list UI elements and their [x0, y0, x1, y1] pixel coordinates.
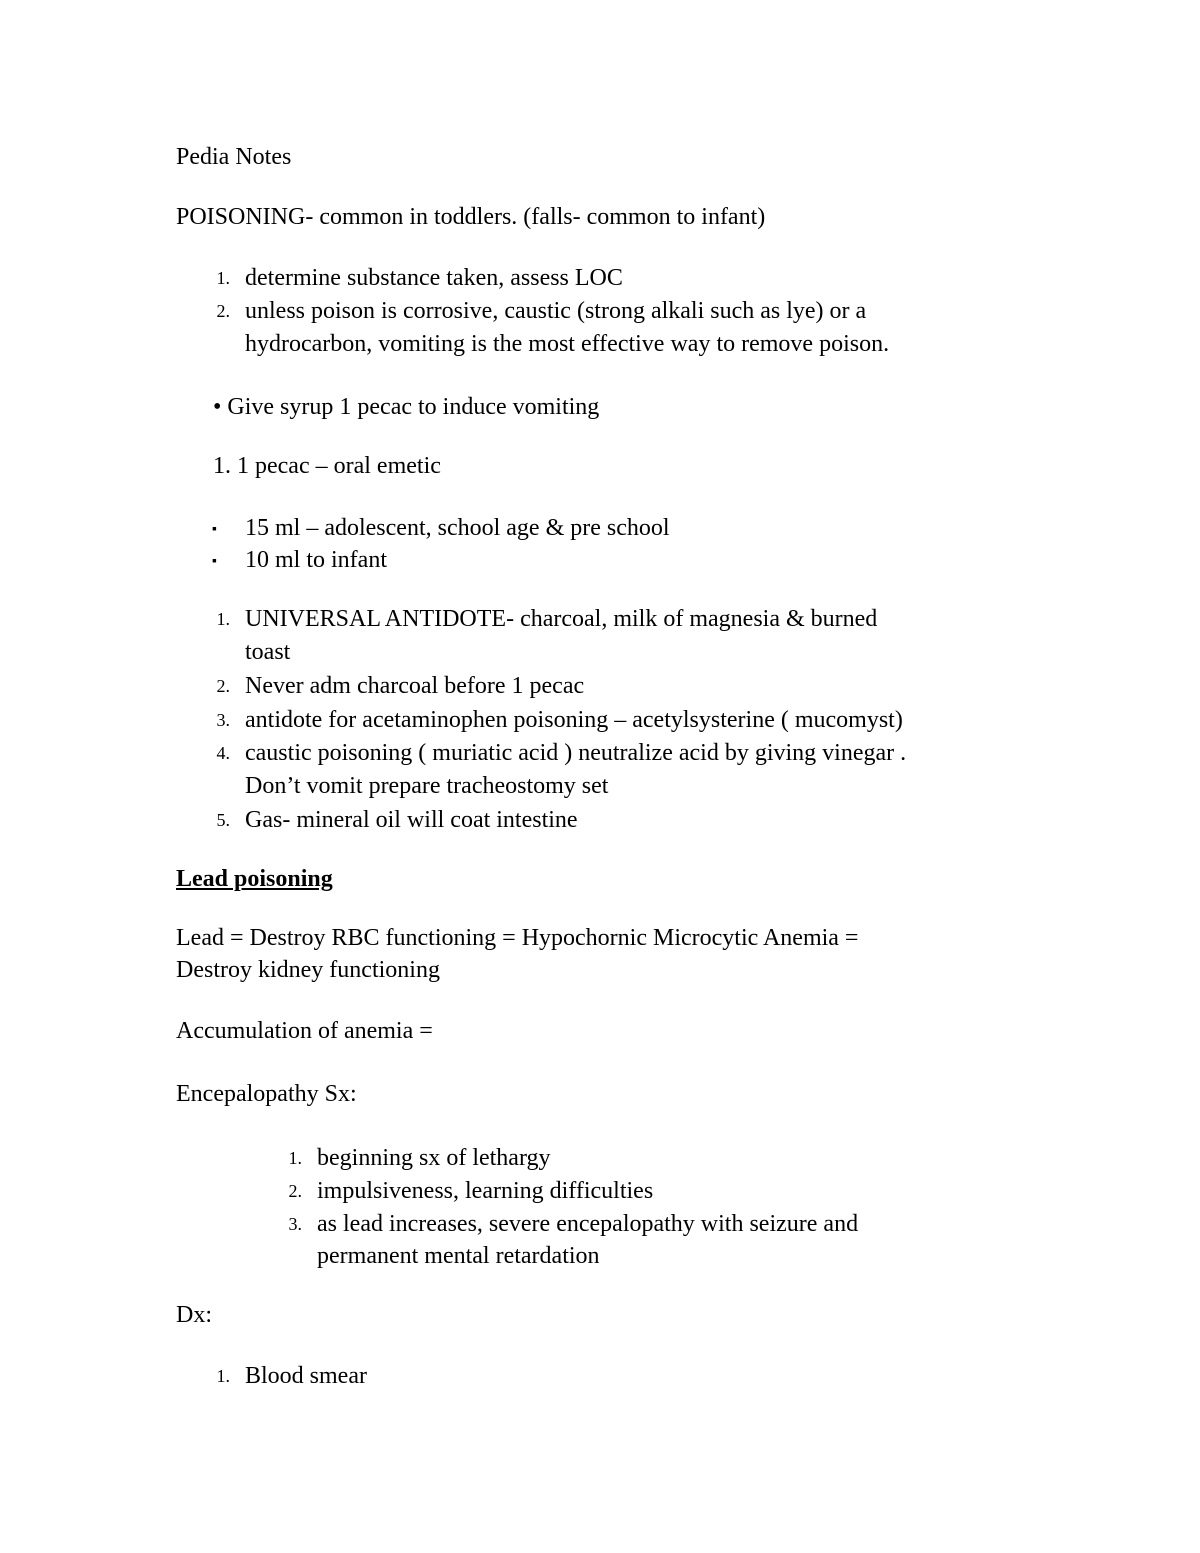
list-item: as lead increases, severe encepalopathy with seizure and — [317, 1211, 859, 1237]
list-item: 15 ml – adolescent, school age & pre school — [245, 515, 670, 541]
list-item: caustic poisoning ( muriatic acid ) neutralize acid by giving vinegar . — [245, 740, 907, 766]
square-bullet-icon: ▪ — [212, 554, 217, 569]
list-item: beginning sx of lethargy — [317, 1145, 551, 1171]
list-number: 1. — [216, 268, 230, 288]
accumulation-line: Accumulation of anemia = — [176, 1018, 433, 1044]
list-number: 1. — [216, 609, 230, 629]
encepalopathy-heading: Encepalopathy Sx: — [176, 1081, 357, 1107]
list-item-continuation: permanent mental retardation — [317, 1243, 600, 1269]
dx-heading: Dx: — [176, 1302, 212, 1328]
list-item-continuation: hydrocarbon, vomiting is the most effective way to remove poison. — [245, 331, 890, 357]
lead-poisoning-heading: Lead poisoning — [176, 866, 333, 892]
list-number: 4. — [216, 743, 230, 763]
list-number: 3. — [288, 1214, 302, 1234]
list-number: 3. — [216, 710, 230, 730]
list-item-continuation: toast — [245, 639, 291, 665]
list-item: Gas- mineral oil will coat intestine — [245, 807, 578, 833]
pecac-line: 1. 1 pecac – oral emetic — [213, 453, 441, 479]
list-item: impulsiveness, learning difficulties — [317, 1178, 654, 1204]
list-item: unless poison is corrosive, caustic (strong alkali such as lye) or a — [245, 298, 867, 324]
list-item: Never adm charcoal before 1 pecac — [245, 673, 585, 699]
page-title: Pedia Notes — [176, 144, 292, 170]
list-item: UNIVERSAL ANTIDOTE- charcoal, milk of magnesia & burned — [245, 606, 878, 632]
lead-line: Lead = Destroy RBC functioning = Hypochornic Microcytic Anemia = — [176, 925, 859, 951]
poisoning-intro: POISONING- common in toddlers. (falls- common to infant) — [176, 204, 766, 230]
list-item: Blood smear — [245, 1363, 367, 1389]
square-bullet-icon: ▪ — [212, 522, 217, 537]
list-number: 1. — [288, 1148, 302, 1168]
lead-line-continuation: Destroy kidney functioning — [176, 957, 440, 983]
list-number: 2. — [216, 301, 230, 321]
syrup-bullet: • Give syrup 1 pecac to induce vomiting — [213, 394, 600, 420]
list-number: 2. — [288, 1181, 302, 1201]
list-item: determine substance taken, assess LOC — [245, 265, 623, 291]
list-item-continuation: Don’t vomit prepare tracheostomy set — [245, 773, 609, 799]
list-number: 5. — [216, 810, 230, 830]
list-number: 1. — [216, 1366, 230, 1386]
list-item: antidote for acetaminophen poisoning – acetylsysterine ( mucomyst) — [245, 707, 903, 733]
list-item: 10 ml to infant — [245, 547, 387, 573]
list-number: 2. — [216, 676, 230, 696]
